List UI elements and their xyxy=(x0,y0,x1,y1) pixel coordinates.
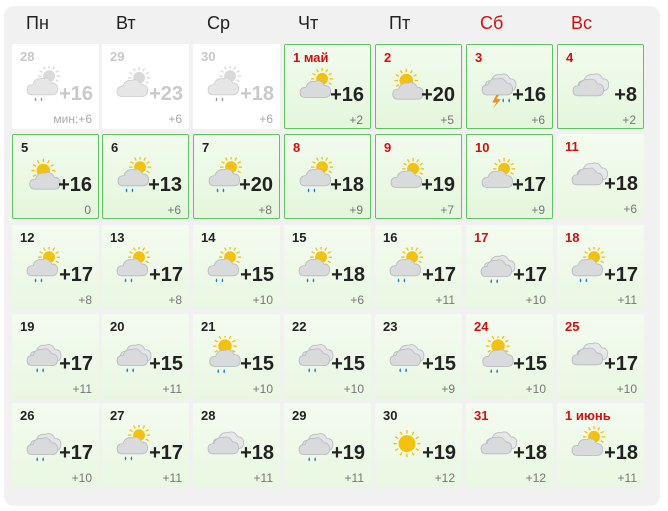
day-cell[interactable] xyxy=(557,314,644,399)
day-number: 10 xyxy=(475,140,490,155)
day-number: 31 xyxy=(474,408,489,423)
night-temperature: +10 xyxy=(252,293,273,307)
day-number: 28 xyxy=(201,408,216,423)
night-temperature: +6 xyxy=(350,293,364,307)
day-cell[interactable] xyxy=(375,225,462,310)
day-number: 29 xyxy=(292,408,307,423)
day-number: 27 xyxy=(110,408,125,423)
day-temperature: +17 xyxy=(59,442,93,464)
night-temperature: +8 xyxy=(258,203,272,217)
day-number: 28 xyxy=(20,49,35,64)
day-cell[interactable] xyxy=(12,225,99,310)
day-cell[interactable] xyxy=(557,403,644,488)
weekday-header: Пн xyxy=(26,13,49,33)
day-temperature: +17 xyxy=(604,264,638,286)
day-cell[interactable] xyxy=(557,44,644,129)
night-temperature: +5 xyxy=(440,113,454,127)
day-number: 18 xyxy=(565,230,580,245)
night-temperature: +9 xyxy=(349,203,363,217)
night-temperature: +11 xyxy=(617,471,637,485)
day-number: 11 xyxy=(565,139,579,154)
night-temperature: +6 xyxy=(168,112,182,126)
day-cell[interactable] xyxy=(193,225,280,310)
day-number: 22 xyxy=(292,319,307,334)
day-temperature: +19 xyxy=(421,174,455,196)
day-temperature: +17 xyxy=(513,264,547,286)
day-number: 8 xyxy=(293,140,301,155)
night-temperature: +11 xyxy=(617,293,637,307)
day-cell[interactable] xyxy=(557,134,644,219)
day-number: 9 xyxy=(384,140,392,155)
night-temperature: +6 xyxy=(531,113,545,127)
weekday-header: Сб xyxy=(480,13,504,33)
day-temperature: +16 xyxy=(330,84,364,106)
day-temperature: +18 xyxy=(330,174,364,196)
day-number: 29 xyxy=(110,49,125,64)
night-temperature: +6 xyxy=(167,203,181,217)
weekday-header: Чт xyxy=(298,13,319,33)
day-cell[interactable] xyxy=(375,403,462,488)
day-cell[interactable] xyxy=(284,44,371,129)
day-temperature: +16 xyxy=(512,84,546,106)
weekday-header: Вс xyxy=(571,13,593,33)
day-temperature: +15 xyxy=(240,264,274,286)
day-cell[interactable] xyxy=(284,403,371,488)
night-temperature: +10 xyxy=(525,293,546,307)
day-number: 26 xyxy=(20,408,35,423)
day-cell[interactable] xyxy=(375,134,462,219)
night-temperature: +11 xyxy=(162,382,182,396)
day-cell[interactable] xyxy=(284,134,371,219)
night-temperature: 0 xyxy=(84,203,91,217)
day-temperature: +15 xyxy=(331,353,365,375)
day-cell[interactable] xyxy=(284,225,371,310)
night-temperature: +7 xyxy=(440,203,454,217)
day-number: 14 xyxy=(201,230,216,245)
day-cell[interactable] xyxy=(193,44,280,129)
night-temperature: +8 xyxy=(168,293,182,307)
day-temperature: +15 xyxy=(240,353,274,375)
day-number: 12 xyxy=(20,230,35,245)
day-cell[interactable] xyxy=(12,44,99,129)
day-cell[interactable] xyxy=(466,225,553,310)
night-temperature: +2 xyxy=(349,113,363,127)
day-number: 15 xyxy=(292,230,307,245)
day-temperature: +17 xyxy=(59,353,93,375)
night-temperature: мин:+6 xyxy=(53,112,92,126)
day-temperature: +23 xyxy=(149,83,183,105)
day-cell[interactable] xyxy=(102,134,189,219)
night-temperature: +6 xyxy=(259,112,273,126)
day-temperature: +18 xyxy=(240,442,274,464)
night-temperature: +11 xyxy=(435,293,455,307)
night-temperature: +2 xyxy=(622,113,636,127)
day-temperature: +15 xyxy=(422,353,456,375)
day-temperature: +18 xyxy=(604,442,638,464)
day-cell[interactable] xyxy=(102,403,189,488)
day-cell[interactable] xyxy=(466,314,553,399)
day-cell[interactable] xyxy=(375,314,462,399)
day-number: 13 xyxy=(110,230,125,245)
day-cell[interactable] xyxy=(102,44,189,129)
day-number: 2 xyxy=(384,50,392,65)
day-temperature: +17 xyxy=(604,353,638,375)
day-number: 21 xyxy=(201,319,216,334)
night-temperature: +10 xyxy=(71,471,92,485)
day-temperature: +15 xyxy=(149,353,183,375)
night-temperature: +9 xyxy=(441,382,455,396)
weekday-header: Пт xyxy=(389,13,411,33)
day-cell[interactable] xyxy=(557,225,644,310)
day-cell[interactable] xyxy=(375,44,462,129)
day-cell[interactable] xyxy=(12,134,99,219)
day-cell[interactable] xyxy=(102,225,189,310)
night-temperature: +10 xyxy=(616,382,637,396)
day-temperature: +16 xyxy=(58,174,92,196)
day-cell[interactable] xyxy=(193,314,280,399)
day-number: 17 xyxy=(474,230,489,245)
day-temperature: +18 xyxy=(240,83,274,105)
day-number: 4 xyxy=(566,50,574,65)
day-cell[interactable] xyxy=(466,134,553,219)
day-temperature: +17 xyxy=(512,174,546,196)
day-temperature: +19 xyxy=(331,442,365,464)
day-number: 19 xyxy=(20,319,35,334)
day-number: 25 xyxy=(565,319,580,334)
day-cell[interactable] xyxy=(466,44,553,129)
night-temperature: +11 xyxy=(253,471,273,485)
night-temperature: +12 xyxy=(525,471,546,485)
day-number: 30 xyxy=(201,49,216,64)
day-temperature: +17 xyxy=(149,264,183,286)
night-temperature: +8 xyxy=(78,293,92,307)
weekday-header: Вт xyxy=(116,13,136,33)
day-cell[interactable] xyxy=(466,403,553,488)
day-cell[interactable] xyxy=(284,314,371,399)
day-number: 1 июнь xyxy=(565,408,611,423)
day-number: 5 xyxy=(21,140,29,155)
day-temperature: +16 xyxy=(59,83,93,105)
day-temperature: +20 xyxy=(421,84,455,106)
day-number: 30 xyxy=(383,408,398,423)
day-temperature: +15 xyxy=(513,353,547,375)
day-temperature: +18 xyxy=(331,264,365,286)
day-cell[interactable] xyxy=(102,314,189,399)
day-temperature: +17 xyxy=(149,442,183,464)
day-number: 16 xyxy=(383,230,398,245)
night-temperature: +6 xyxy=(623,202,637,216)
day-temperature: +20 xyxy=(239,174,273,196)
day-temperature: +13 xyxy=(148,174,182,196)
night-temperature: +11 xyxy=(344,471,364,485)
night-temperature: +11 xyxy=(162,471,182,485)
weather-calendar xyxy=(4,6,660,506)
night-temperature: +10 xyxy=(343,382,364,396)
weekday-header: Ср xyxy=(207,13,231,33)
night-temperature: +12 xyxy=(434,471,455,485)
day-number: 24 xyxy=(474,319,489,334)
day-number: 3 xyxy=(475,50,483,65)
day-temperature: +17 xyxy=(422,264,456,286)
day-cell[interactable] xyxy=(193,403,280,488)
day-number: 20 xyxy=(110,319,125,334)
day-number: 6 xyxy=(111,140,119,155)
day-cell[interactable] xyxy=(12,314,99,399)
day-temperature: +18 xyxy=(604,173,638,195)
day-temperature: +18 xyxy=(513,442,547,464)
day-temperature: +19 xyxy=(422,442,456,464)
night-temperature: +9 xyxy=(531,203,545,217)
day-temperature: +8 xyxy=(614,84,637,106)
day-cell[interactable] xyxy=(12,403,99,488)
day-number: 1 май xyxy=(293,50,329,65)
day-cell[interactable] xyxy=(193,134,280,219)
day-number: 23 xyxy=(383,319,398,334)
night-temperature: +10 xyxy=(252,382,273,396)
night-temperature: +10 xyxy=(525,382,546,396)
day-number: 7 xyxy=(202,140,210,155)
night-temperature: +11 xyxy=(72,382,92,396)
day-temperature: +17 xyxy=(59,264,93,286)
